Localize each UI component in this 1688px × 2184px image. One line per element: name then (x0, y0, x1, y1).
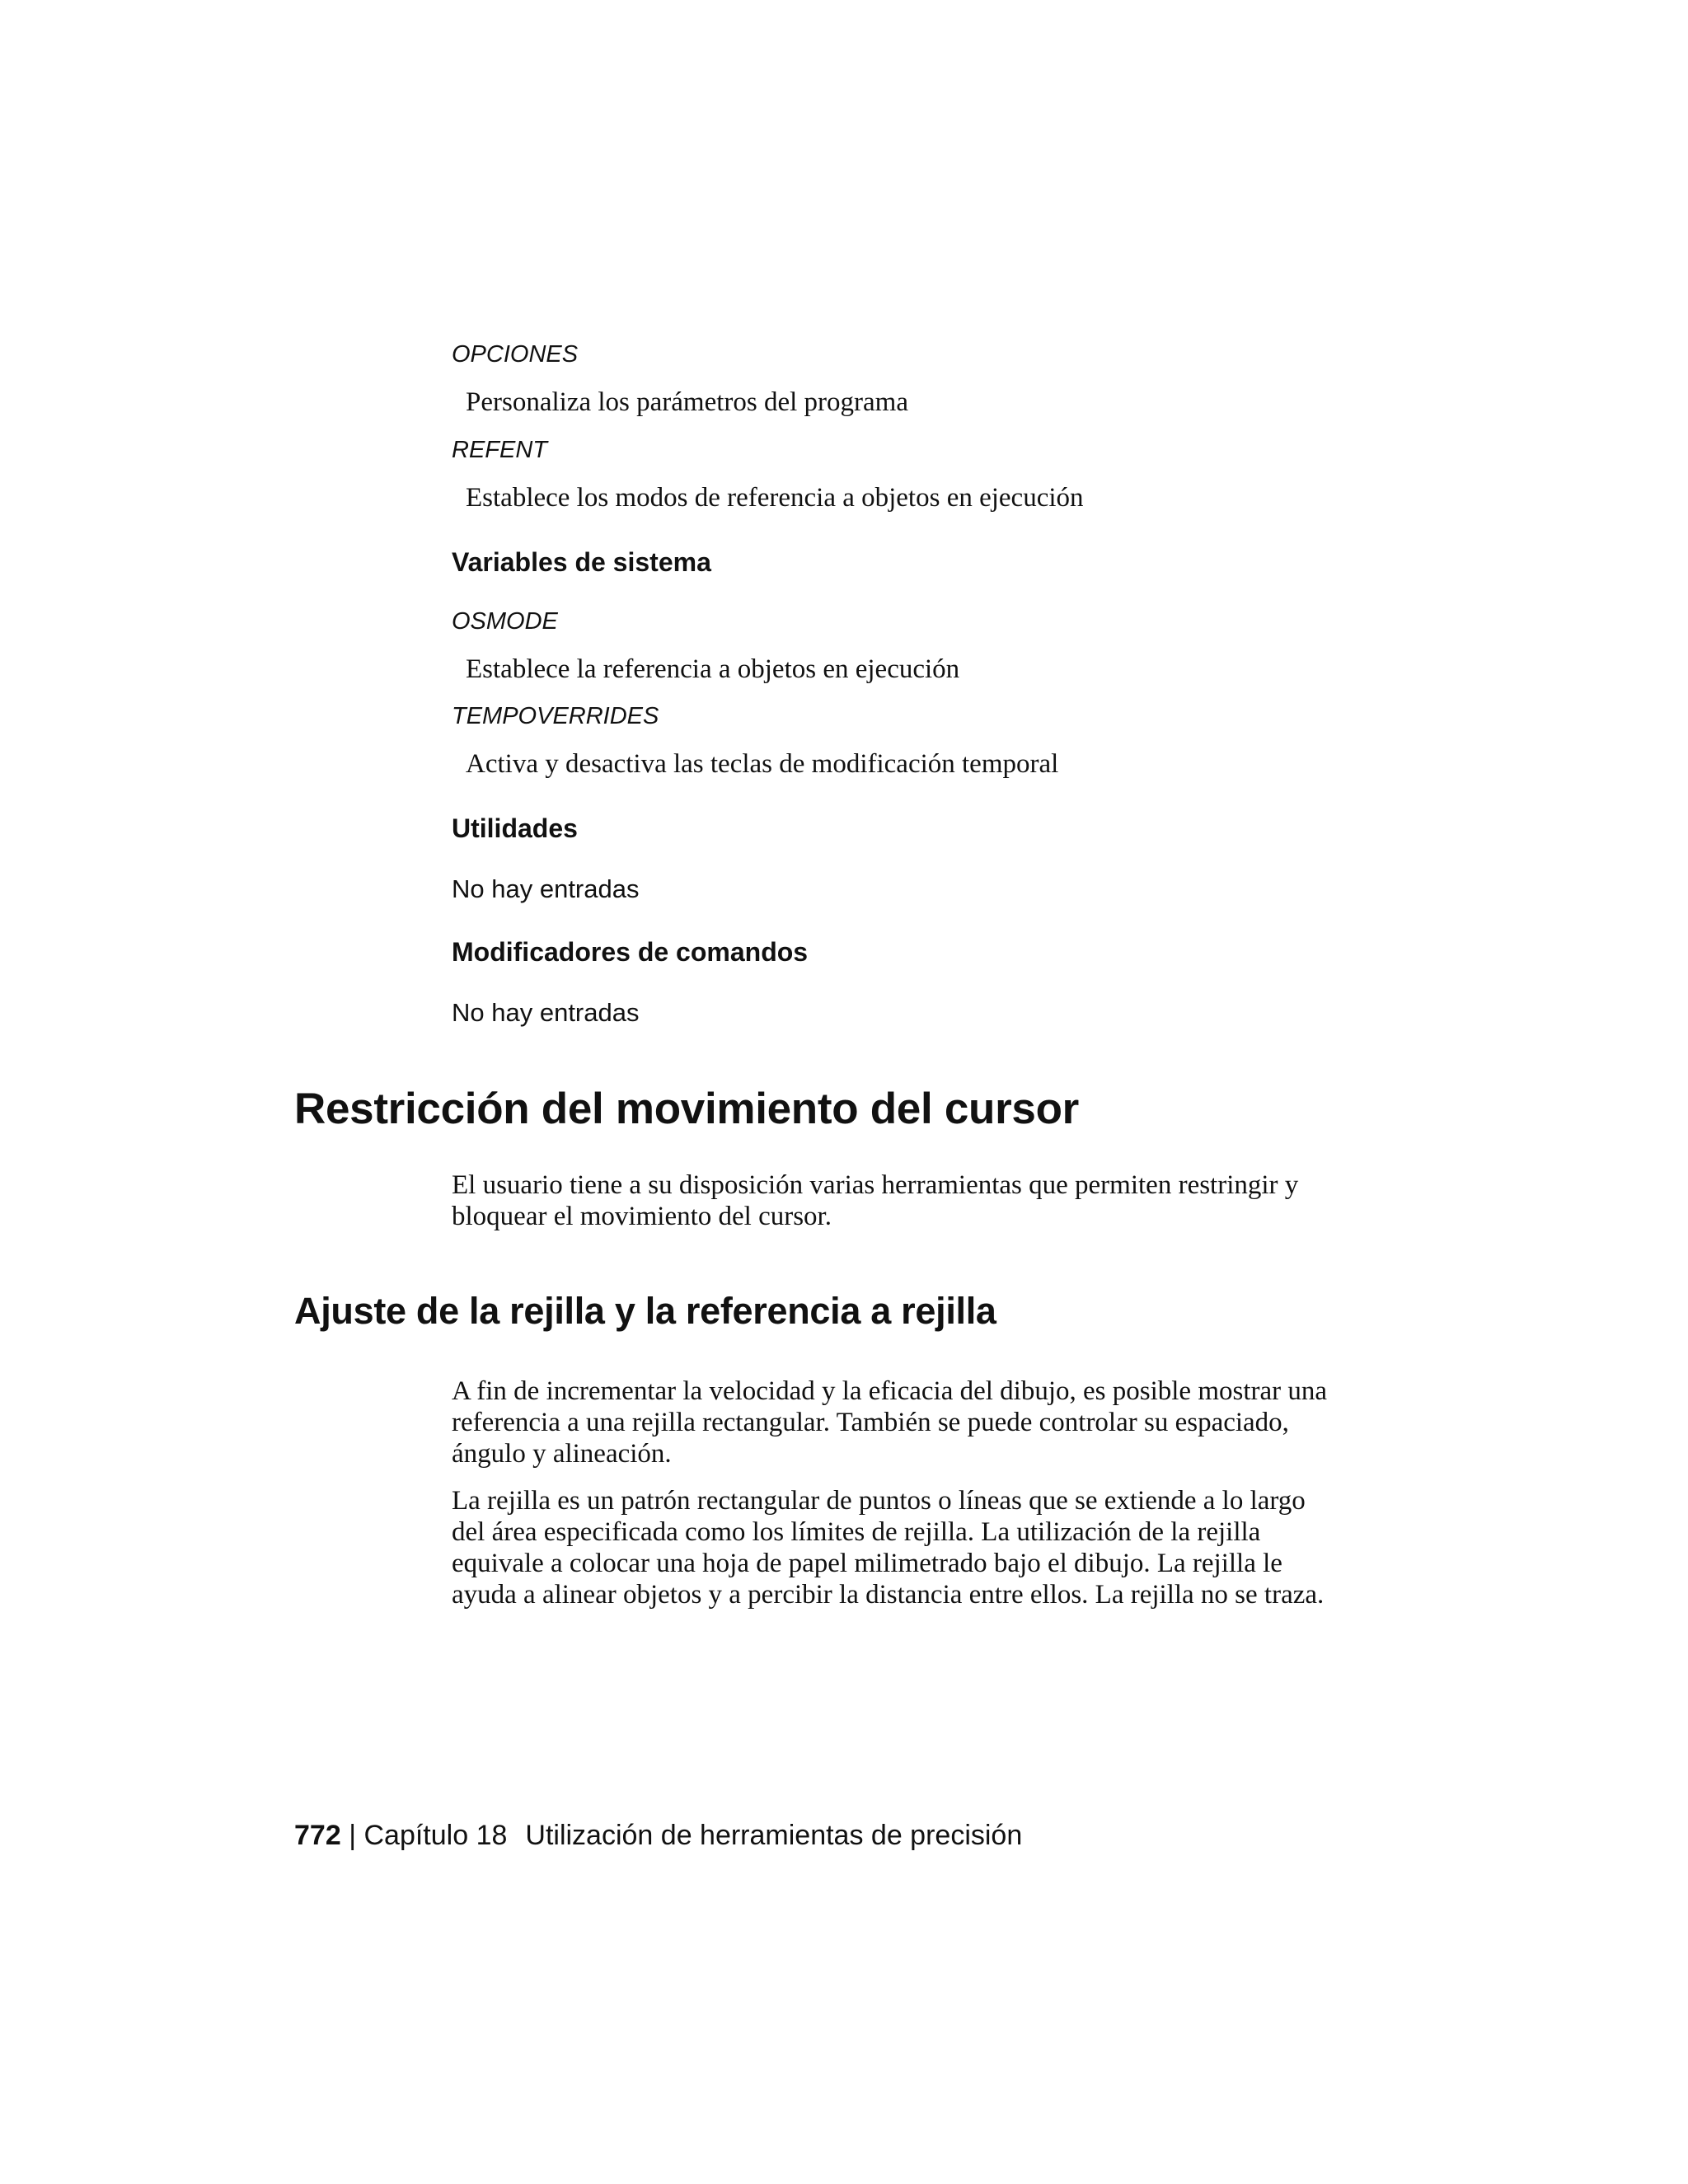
footer-chapter-title: Utilización de herramientas de precisión (525, 1820, 1023, 1851)
system-variables-heading: Variables de sistema (452, 547, 711, 577)
section1-body (452, 1169, 1334, 1232)
utilities-heading: Utilidades (452, 813, 578, 843)
command-modifiers-text: No hay entradas (452, 998, 640, 1027)
section2-body-2 (452, 1485, 1334, 1610)
section1-paragraph: El usuario tiene a su disposición varias herramientas que permiten restringir y bloquear el movimiento del cursor. (452, 1170, 1299, 1231)
variable-description-osmode: Establece la referencia a objetos en ejecución (466, 654, 960, 684)
variable-term-tempoverrides: TEMPOVERRIDES (452, 703, 659, 729)
footer-chapter: Capítulo 18 (363, 1820, 508, 1851)
variable-term-osmode: OSMODE (452, 608, 558, 635)
section2-paragraph-1: A fin de incrementar la velocidad y la eficacia del dibujo, es posible mostrar una referencia a una rejilla rectangular. También se puede controlar su espaciado, ángulo y alineación. (452, 1376, 1328, 1469)
command-term-refent: REFENT (452, 437, 547, 463)
command-term-opciones: OPCIONES (452, 341, 579, 368)
section2-body (452, 1376, 1334, 1469)
section-title-grid-snap: Ajuste de la rejilla y la referencia a rejilla (294, 1290, 996, 1332)
variable-description-tempoverrides: Activa y desactiva las teclas de modificación temporal (466, 749, 1059, 779)
page-footer (294, 1820, 1022, 1852)
command-description-opciones: Personaliza los parámetros del programa (466, 387, 908, 417)
utilities-text: No hay entradas (452, 874, 640, 903)
footer-separator: | (349, 1820, 357, 1851)
section2-paragraph-2: La rejilla es un patrón rectangular de puntos o líneas que se extiende a lo largo del área especificada como los límites de rejilla. La utilización de la rejilla equivale a colocar una hoja de papel milimetrado bajo el dibujo. La rejilla le ayuda a alinear objetos y a percibir la distancia entre ellos. La rejilla no se traza. (452, 1486, 1325, 1610)
page-number: 772 (294, 1820, 341, 1851)
section-title-cursor-restriction: Restricción del movimiento del cursor (294, 1085, 1079, 1133)
command-description-refent: Establece los modos de referencia a objetos en ejecución (466, 483, 1084, 513)
command-modifiers-heading: Modificadores de comandos (452, 937, 809, 967)
